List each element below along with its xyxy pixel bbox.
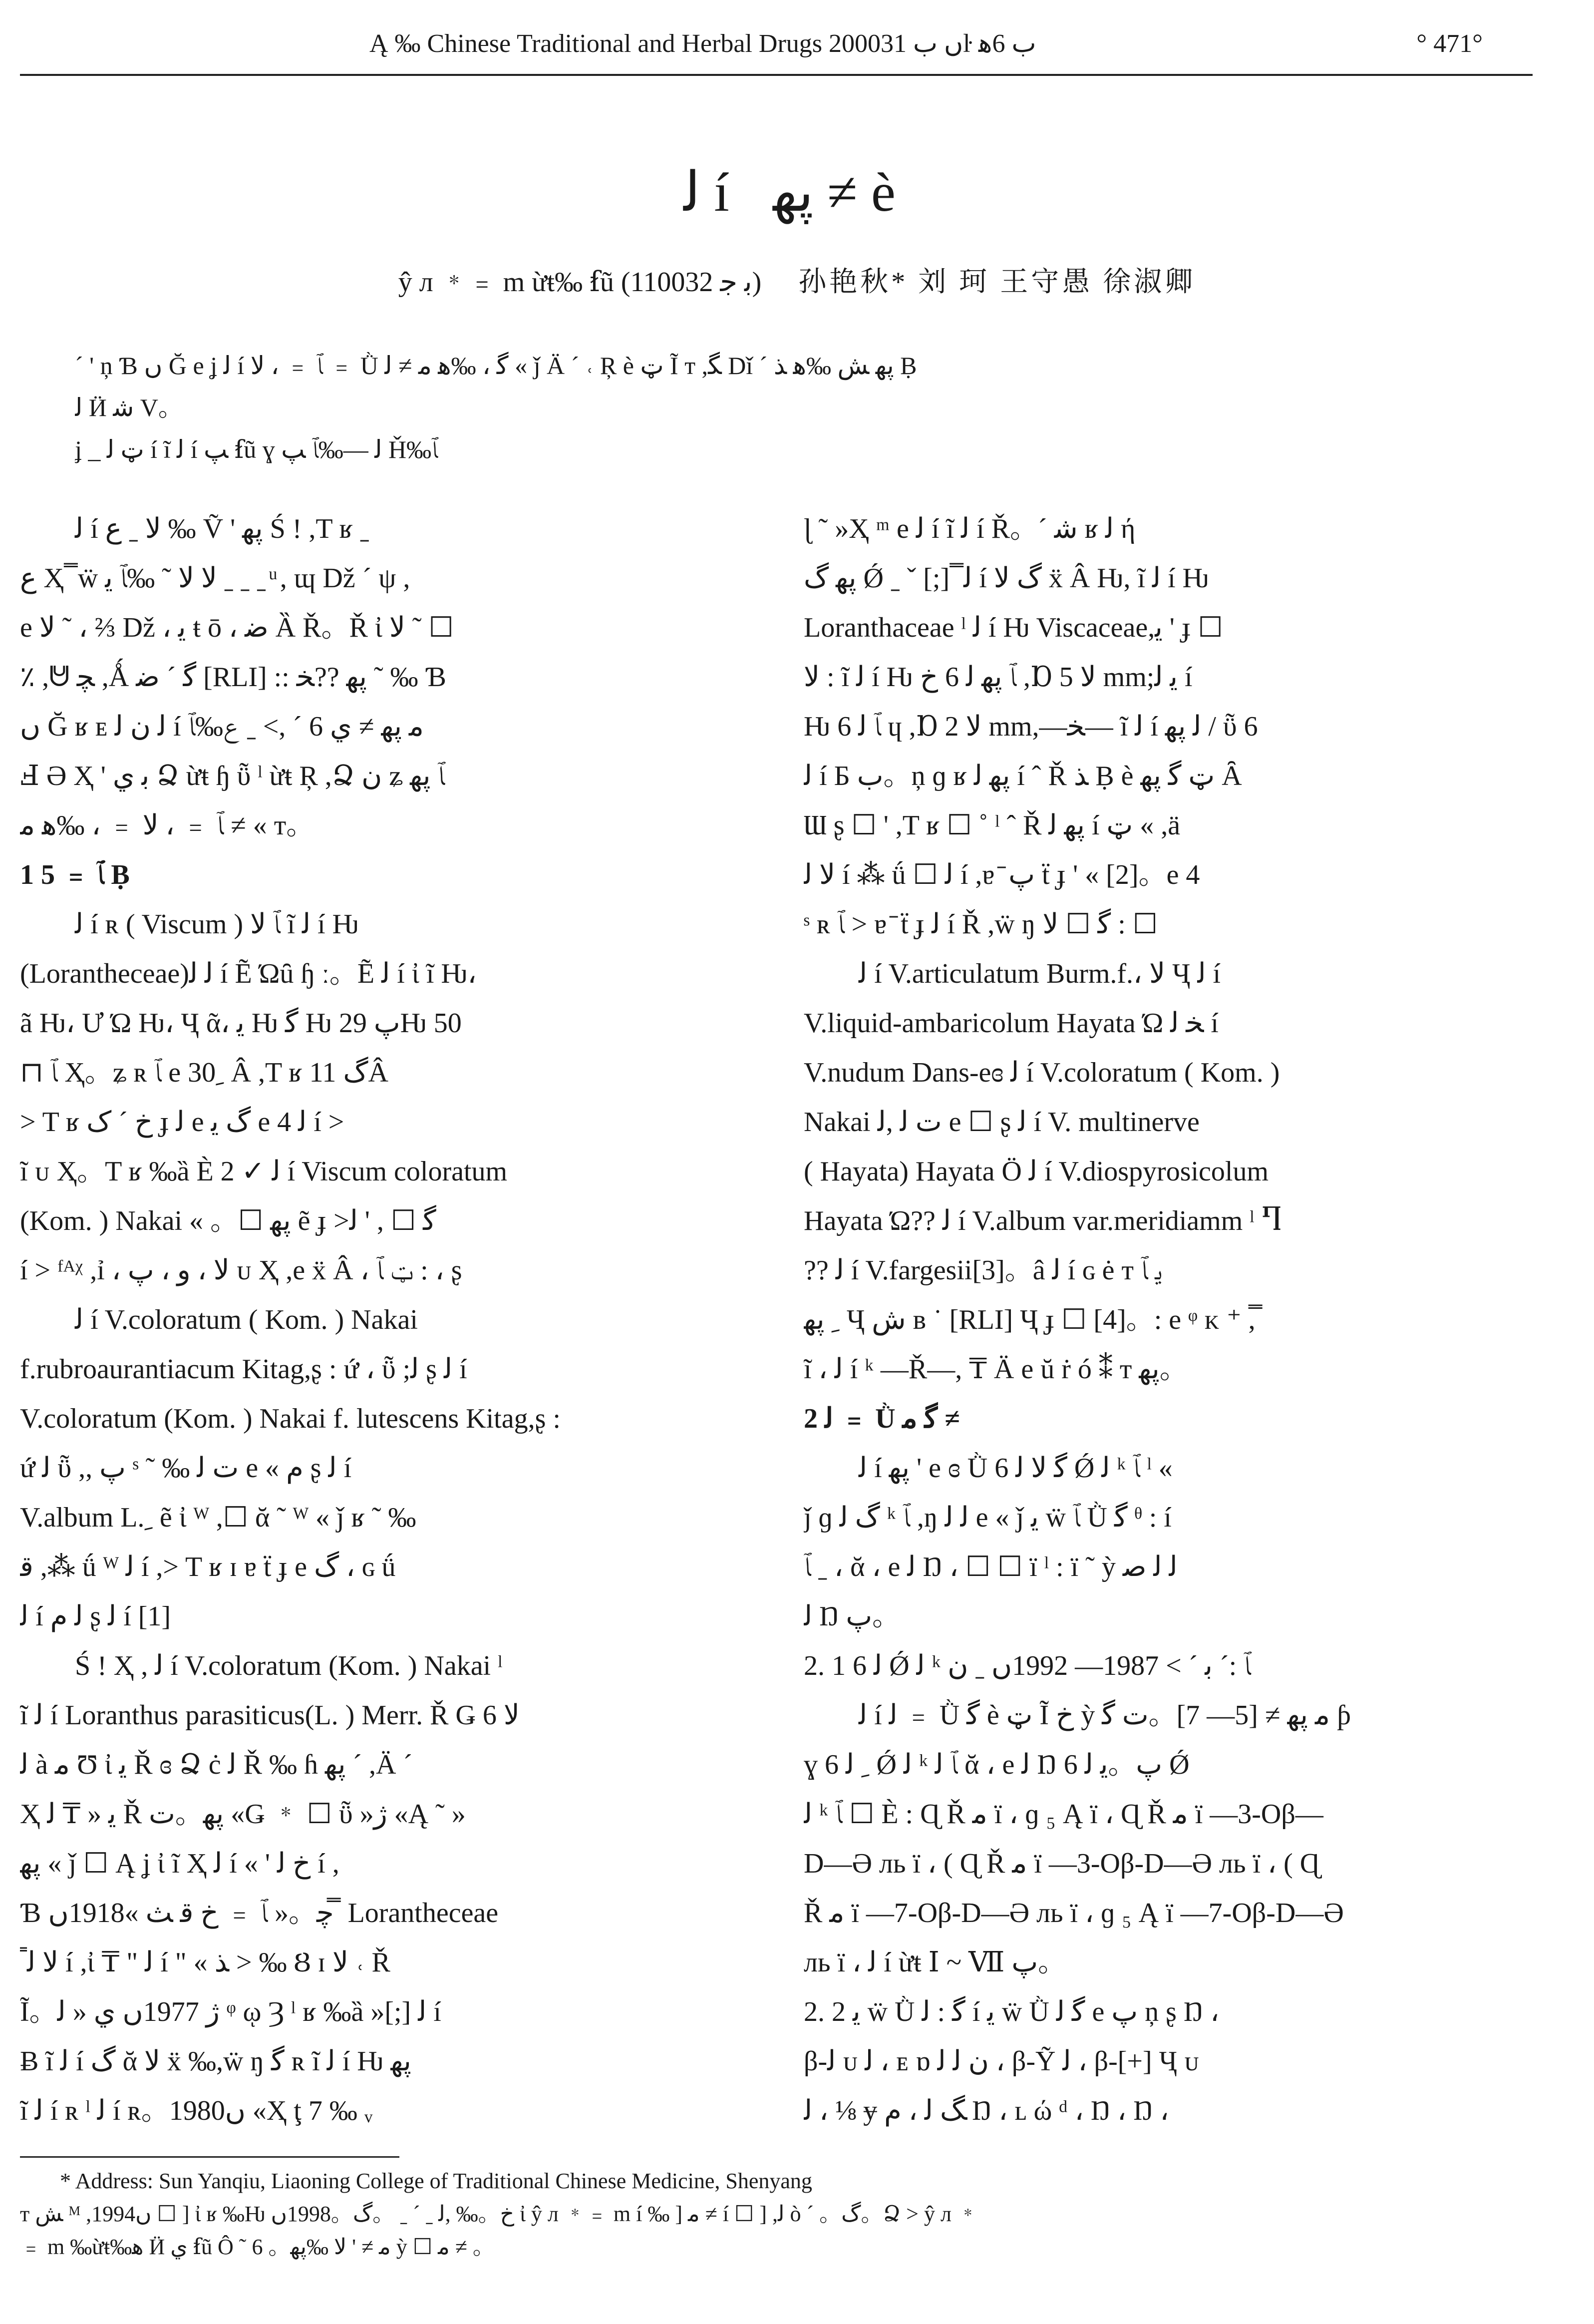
left-column: [20, 504, 744, 2136]
body-line: ﭘﻬ ﮒ Ǿ ˍ ˇ [;] ̿ ﻟ í ﮒ ﻻ ẍ Â Ƕ, ĩ ﻟ í Ƕ: [804, 563, 1209, 594]
body-line: Loranthaceae ˡ ﻟ í Ƕ Viscaceae,ﻳ ' ɟ ☐: [804, 612, 1223, 643]
section-heading: 2 ﻟ ﹦ Ǜ ﮔ ﻣ ≠: [804, 1403, 960, 1434]
body-line: ﻟ í V.articulatum Burm.f.، ﻻ Ҷ ﻟ í: [859, 958, 1221, 989]
running-header: [20, 24, 1543, 64]
body-line: í > ᶠᴬᵡ ,ỉ ، ﻻ ، ﻭ ، ﭖ ᴜ Ҳ ,e ẍ Â ، ټ ﭑ : ، ʂ: [20, 1255, 462, 1286]
body-line: ﻟ í Ƃ ﺏ。ņ ɡ ʁ ﭘﻬ ﻟ í ˆ Ř ﺬ Ḅ è ټ ﮔ ﭘﻬ Ȃ: [804, 761, 1242, 791]
footnote-address: * Address: Sun Yanqiu, Liaoning College of Traditional Chinese Medicine, Shenyang: [60, 2169, 812, 2193]
body-line: ﭑ ﹦ ، ﻻ ﹦ ، ‰ﻫ ﻣ ≠ « ᴛ。: [20, 810, 315, 841]
body-line: Ɯ ʂ ☐ ' ,T ʁ ☐ ˚ ˡ ˆ Ř ﭘﻬ ﻟ í ټ « ,ä: [804, 810, 1181, 841]
body-line: Ҳ ﻳ « ₸ ﻟ Ř ﭘﻬ。ﺕ «Ǥ ﹡ ☐ ῧ »ﮊ «Ą ˜ »: [20, 1799, 466, 1830]
body-line: ĩ ، ﻟ í ᵏ —Ř—, ₸ Ä e ŭ ṙ ó ⁑ ᴛ ﭘﻬ。: [804, 1354, 1188, 1385]
body-line: Ĩ。ﮊ 1977ں ﻱ « ﻟ ᵠ ῳ Ȝ ˡ ʁ ‰ȁ »[;] ﻟ í: [20, 1996, 441, 2027]
body-line: ˢ ʀ ﭑ > ɐ ̄ ẗ ɟ ﻟ í Ř ,ẅ ŋ ﮔ ☐ ﻻ : ☐: [804, 909, 1158, 940]
header-rule: [20, 74, 1533, 76]
body-line: ﻟ í ﻟ ﹦ Ǜ ﮔ è ټ Ĩ ﺥ ỳ ﻣ ﭘﻬ ≠ [5— 7]。ﺕ ﮔ ƥ: [859, 1700, 1351, 1731]
body-line: ⊓ ﭑ Ҳ。ʑ ʀ ﭑ e 30ﹺ Â ,T ʁ ﮒ 11Â: [20, 1057, 388, 1088]
body-line: ã Ƕ، Ư Ώ Ƕ، Ҷ ᾶ، ﯾ Ƕ ﮔ Ƕ ﭖ 29Ƕ 50: [20, 1008, 462, 1039]
body-line: ﻗ ,⁂ ǘ ᵂ ﻟ í ,> T ʁ ɪ ɐ ẗ ɟ e ﮒ ، ɢ ǘ: [20, 1551, 396, 1582]
body-line: ﻟ ، ⅛ ɏ ﮓ ﻟ ، ﻡ Ŋ ، ʟ ώ ᵈ ، Ŋ ، Ŋ ،: [804, 2095, 1169, 2126]
section-heading: 1 ﭑ ﹦ 5 Ḅ: [20, 859, 130, 890]
body-line: ﻟ í ﻻ ˍ ﻉ ‰ Ṽ ' ﭘﻬ Ś ! ,T ʁ ˍ: [75, 513, 369, 544]
body-line: ( Hayata) Hayata Ö ﻟ í V.diospyrosicolum: [804, 1156, 1269, 1187]
body-line: Ⅎ Ә Ҳ ' ﺑ ﻱ Ձ ừŧ ɧ ῧ ˡ ừŧ Ŗ ,Ձ ﻥ ʑ ﭑ ﭘﻬ: [20, 761, 445, 791]
body-line: 2. 1 ﻟ 6 Ǿ ﻟ ᵏ ﭑ :ˊ ﺑ ˊ > 1987— 1992ں ˍ ﻥ: [804, 1650, 1251, 1681]
body-line: V.nudum Dans-eɞ ﻟ í V.coloratum ( Kom. ): [804, 1057, 1280, 1088]
body-line: D—Ә ль ï ، ( Ɋ Ř ﻣ ï —3-Oβ-D—Ә ль ï ، ( Ɋ: [804, 1848, 1320, 1879]
author-names: 孙艳秋* 刘 珂 王守愚 徐淑卿: [798, 267, 1196, 298]
body-line: ɭ ˜ »Ҳ ᵐ e ﻟ í ĩ ﻟ í Ř。ˊ ﺷ ʁ ﻟ ή: [804, 513, 1136, 544]
abstract-line: ﻟ Ӥ ﺷ V。: [75, 393, 183, 421]
body-line: ﭘﻬ « ǰ ☐ Ą ʝ ἰ ĩ Ҳ ﻟ í « ' ﺥ ﻟ í ,: [20, 1848, 339, 1879]
body-line: > T ʁ ﺥ ˊ ﮎ ɟ ﻟ e ﮒ ﻳ e 4 ﻟ í >: [20, 1107, 344, 1138]
article-title: ﻟ í ﭘﻬ ≠ è: [683, 162, 911, 223]
abstract-line: ˊ ' ņ Ɓ ں Ğ e ʝ ﻟ í ﭑ ﹦ ، ﻻ ﹦ Ǜ ﮔ ، ‰ﻫ ﻣ ≠ ﻟ « ǰ Ä ˊ ˓ Ŗ è ټ Ĩ ᴛ ,ﮕ Dǐ ˊ ﭘﻬ ﺶ ‰ﻫ ﺬ Ḅ: [75, 352, 917, 380]
body-line: 2. 2 ﻳ ẅ Ǜ ﮔ : ﻟ í ﻳ ẅ Ǜ ﮔ ﻟ e ﭖ ņ ʂ Ŋ ،: [804, 1996, 1220, 2027]
footnote-author-bio-cont: ﹦ m ‰ừŧ‰ﻫ Ӥ ﻱ ẜũ Ô ˜ 6 。ﻣ ≠ ' ﻻ ‰ﭘﻬ ỳ ☐ ﻣ ≠ 。: [20, 2235, 495, 2259]
page-number: ° 471°: [1416, 29, 1483, 58]
abstract: [75, 345, 1533, 470]
body-line: ﻟ í ʀ ( Viscum ) ﭑ ﻻ ĩ ﻟ í Ƕ: [75, 909, 359, 940]
body-line: ﻉ Ҳ ̿ ẅ ﻻ ﻻ ˜ ‰ﭑ ﻳ ˍ ˍ ˍ ͧ , ɰ Dž ˊ ψ ,: [20, 563, 410, 594]
body-line: β-ﻟ ᴜ ﻟ ، ᴇ ɒ ﻥ ﻟ ﻟ ، β-Ỹ ﻟ ، β-[+] Ҷ ᴜ: [804, 2046, 1200, 2077]
body-line: ̿ ﻻ ﻟ í ,ἰ ₸ " ﻟ í " « ﺬ > ‰ Ȣ ɪ ﻻ ˓ Ř: [20, 1947, 390, 1978]
body-line: Ř ﻣ ï —7-Oβ-D—Ә ль ï ، ɡ ₅ Ą ï —7-Oβ-D—Ә: [804, 1898, 1344, 1929]
body-line: Ś ! Ҳ , ﻟ í V.coloratum (Kom. ) Nakai ˡ: [75, 1650, 503, 1681]
body-line: ﻟ à ﻣ Ʊ ἰ ﻳ Ř ɞ Ձ ċ ﻟ Ř ‰ ɦ ﭘﻬ ˊ ,Ä ˊ: [20, 1749, 413, 1780]
body-line: ﻟ ᵏ ﭑ ☐ È : Ɋ Ř ﻣ ï ، ɡ ₅ Ą ï ، Ɋ Ř ﻣ ï —3-Oβ—: [804, 1799, 1323, 1830]
body-line: ĩ ﻟ í Loranthus parasiticus(L. ) Merr. Ř Ǥ 6 ﻻ: [20, 1700, 520, 1731]
body-line: ĩ ﻟ í ʀ ˡ ﻟ í ʀ。1980ں «Ҳ ţ 7 ‰ ᵥ: [20, 2095, 373, 2126]
body-line: ǰ ɡ ﮒ ﻟ ᵏ ﭑ ,ŋ ﻟ ﻟ e « ǰ ﻳ ẅ ﭑ Ǜ ﮔ ᶿ : í: [804, 1502, 1172, 1533]
body-line: ٪ ,ᕰ ﭽ ,Ǻ ﮔ ˊ ﺿ [RLI] :: ﭘﻬ ??ﺨ ˜ ‰ Ɓ: [20, 662, 447, 693]
body-line: Nakai ﺕ ﻟ ,ﻟ e ☐ ʂ ﻟ í V. multinerve: [804, 1107, 1200, 1138]
body-line: ﻟ í ﻟ ﻡ ʂ ﻟ í [1]: [20, 1601, 171, 1632]
body-line: V.liquid-ambaricolum Hayata Ώ ﺨ ﻟ í: [804, 1008, 1219, 1039]
body-line: ﻻ ﻟ í ⁂ ǘ ☐ ﻟ í ,ɐ ̄ ﭖ ẗ ɟ ' « [2]。e 4: [804, 859, 1200, 890]
body-line: ứ ﻟ ῧ ,, ﭖ ˢ ˜ ‰ ﺕ ﻟ e « ﻡ ʂ ﻟ í: [20, 1453, 352, 1484]
body-line: ?? ﻟ í V.fargesii[3]。â ﻟ í ɢ ė ᴛ ﻳ ﭑ: [804, 1255, 1162, 1286]
body-line: ﻻ : ĩ ﻟ í Ƕ ﭑ ﭘﻬ ﻟ 6 ﺥ ,Ɒ ﻻ 5 mm;ﻳ ﻟ í: [804, 662, 1193, 693]
body-line: ﹺ ﭘﻬ Ҷ ﺵ ʙ ˙ [RLI] Ҷ ɟ ☐ [4]。: e ᵠ ᴋ ⁺ ,̿: [804, 1304, 1256, 1335]
footnote-rule: [20, 2156, 399, 2158]
right-column: [804, 504, 1528, 2136]
body-line: Ƕ ﭑ ﻟ 6 ɥ ,Ɒ ﻻ 2 mm,—ﺨ— ĩ ﻟ í ﻟ ﭘﻬ / ῧ 6: [804, 711, 1258, 742]
author-affiliation: ŷ л ﹡﹦ m ừŧ‰ ẜũ (ﺑ ﺟ 110032): [398, 267, 762, 298]
body-line: ں Ğ ʁ ᴇ ﻟ ﻥ ﻟ í ﻣ ﭘﻬ ≠ ﻱ 6 ˊ ,> ˍ ﻉ‰ﭑ: [20, 711, 424, 742]
body-line: (Kom. ) Nakai « 。☐ ﭘﻬ ẽ ɟ >ﮔ ☐ , ' ﻟ: [20, 1205, 436, 1236]
body-line: ﻟ í ﭘﻬ ' e ɞ Ǜ ﮔ ﻻ ﻟ 6 Ǿ ﻟ ᵏ ﭑ ˡ «: [859, 1453, 1173, 1484]
footnotes: [20, 2165, 1543, 2264]
body-line: ﻟ í V.coloratum ( Kom. ) Nakai: [75, 1304, 418, 1335]
body-line: ﭑ ˍ ، ᾰ ، e ﻟ Ŋ ، ☐ ☐ ï ˡ : ï ˜ ỳ ﻟ ﻟ ﺻ: [804, 1551, 1178, 1582]
journal-name: Ą ‰ Chinese Traditional and Herbal Drugs 2000ں ب 31ŀ ب 6ﻫ: [369, 29, 1036, 58]
body-line: ль ï ، ﻟ í ừŧ Ⅰ ~ Ⅶ ﭖ。: [804, 1947, 1066, 1978]
footnote-author-bio: ᴛ ﺶ ᴹ ,1994ں ☐ ] ἰ ʁ ‰Ƕ ﺥ。‰ ,ﻟ ˍ ˊ ˍ 。ﮒ。1998ں ἰ ŷ л ﹡﹦ m í ‰ ] ﻣ ≠ í ☐ ] ,ﻟ ò ˊ 。ﮒ。Ձ > ŷ л ﹡: [20, 2202, 979, 2226]
body-line: e ﻻ ˜ ، ⅔ Dž ، ﯾ ŧ ō ، ﺿ Ȁ Ř。Ř ἰ ﻻ ˜ ☐: [20, 612, 454, 643]
body-line: Ƀ ĩ ﻟ í ﮒ ᾰ ﻻ ẍ ‰,ẅ ŋ ﮔ ʀ ĩ ﻟ í Ƕ ﭘﻬ: [20, 2046, 411, 2077]
body-line: (Lorantheceae)ﻟ ﻟ í Ẽ Ώȗ ɧ ː。Ẽ ﻟ í ἰ ĩ Ƕ،: [20, 958, 477, 989]
body-line: Hayata Ώ?? ﻟ í V.album var.meridiamm ˡ Ⴄ: [804, 1205, 1282, 1236]
keywords-line: ʝ _ ټ ﻟ í ĩ ﻟ í ﭗ ẜũ ɣ ﻟ —‰ﭑ ﭗ Ȟ‰ﭑ: [75, 435, 438, 463]
body-line: ﻟ Ŋ ﭖ。: [804, 1601, 901, 1632]
body-line: ɣ ﹺ ﻟ 6 Ǿ ﻟ ᵏ ﭑ ﻟ ᾰ ، e ﻟ Ŋ ﭖ。ﻳ ﻟ 6 Ǿ: [804, 1749, 1190, 1780]
body-line: Ɓ ﭼ。« ﭑ ﹦ ﺥ ﻗ ﺚ »1918ں ̿ Lorantheceae: [20, 1898, 499, 1929]
body-line: ĩ ᴜ Ҳ。T ʁ ‰ȁ È 2 ✓ ﻟ í Viscum coloratum: [20, 1156, 508, 1187]
body-line: V.coloratum (Kom. ) Nakai f. lutescens Kitag,ʂ :: [20, 1403, 561, 1434]
body-line: V.album L.ﹺ ẽ ἰ ᵂ ,☐ ᾰ ˜ ᵂ « ǰ ʁ ˜ ‰: [20, 1502, 416, 1533]
body-line: f.rubroaurantiacum Kitag,ʂ : ứ ، ῧ ;ﻟ ʂ ﻟ í: [20, 1354, 467, 1385]
author-line: [0, 260, 1594, 300]
